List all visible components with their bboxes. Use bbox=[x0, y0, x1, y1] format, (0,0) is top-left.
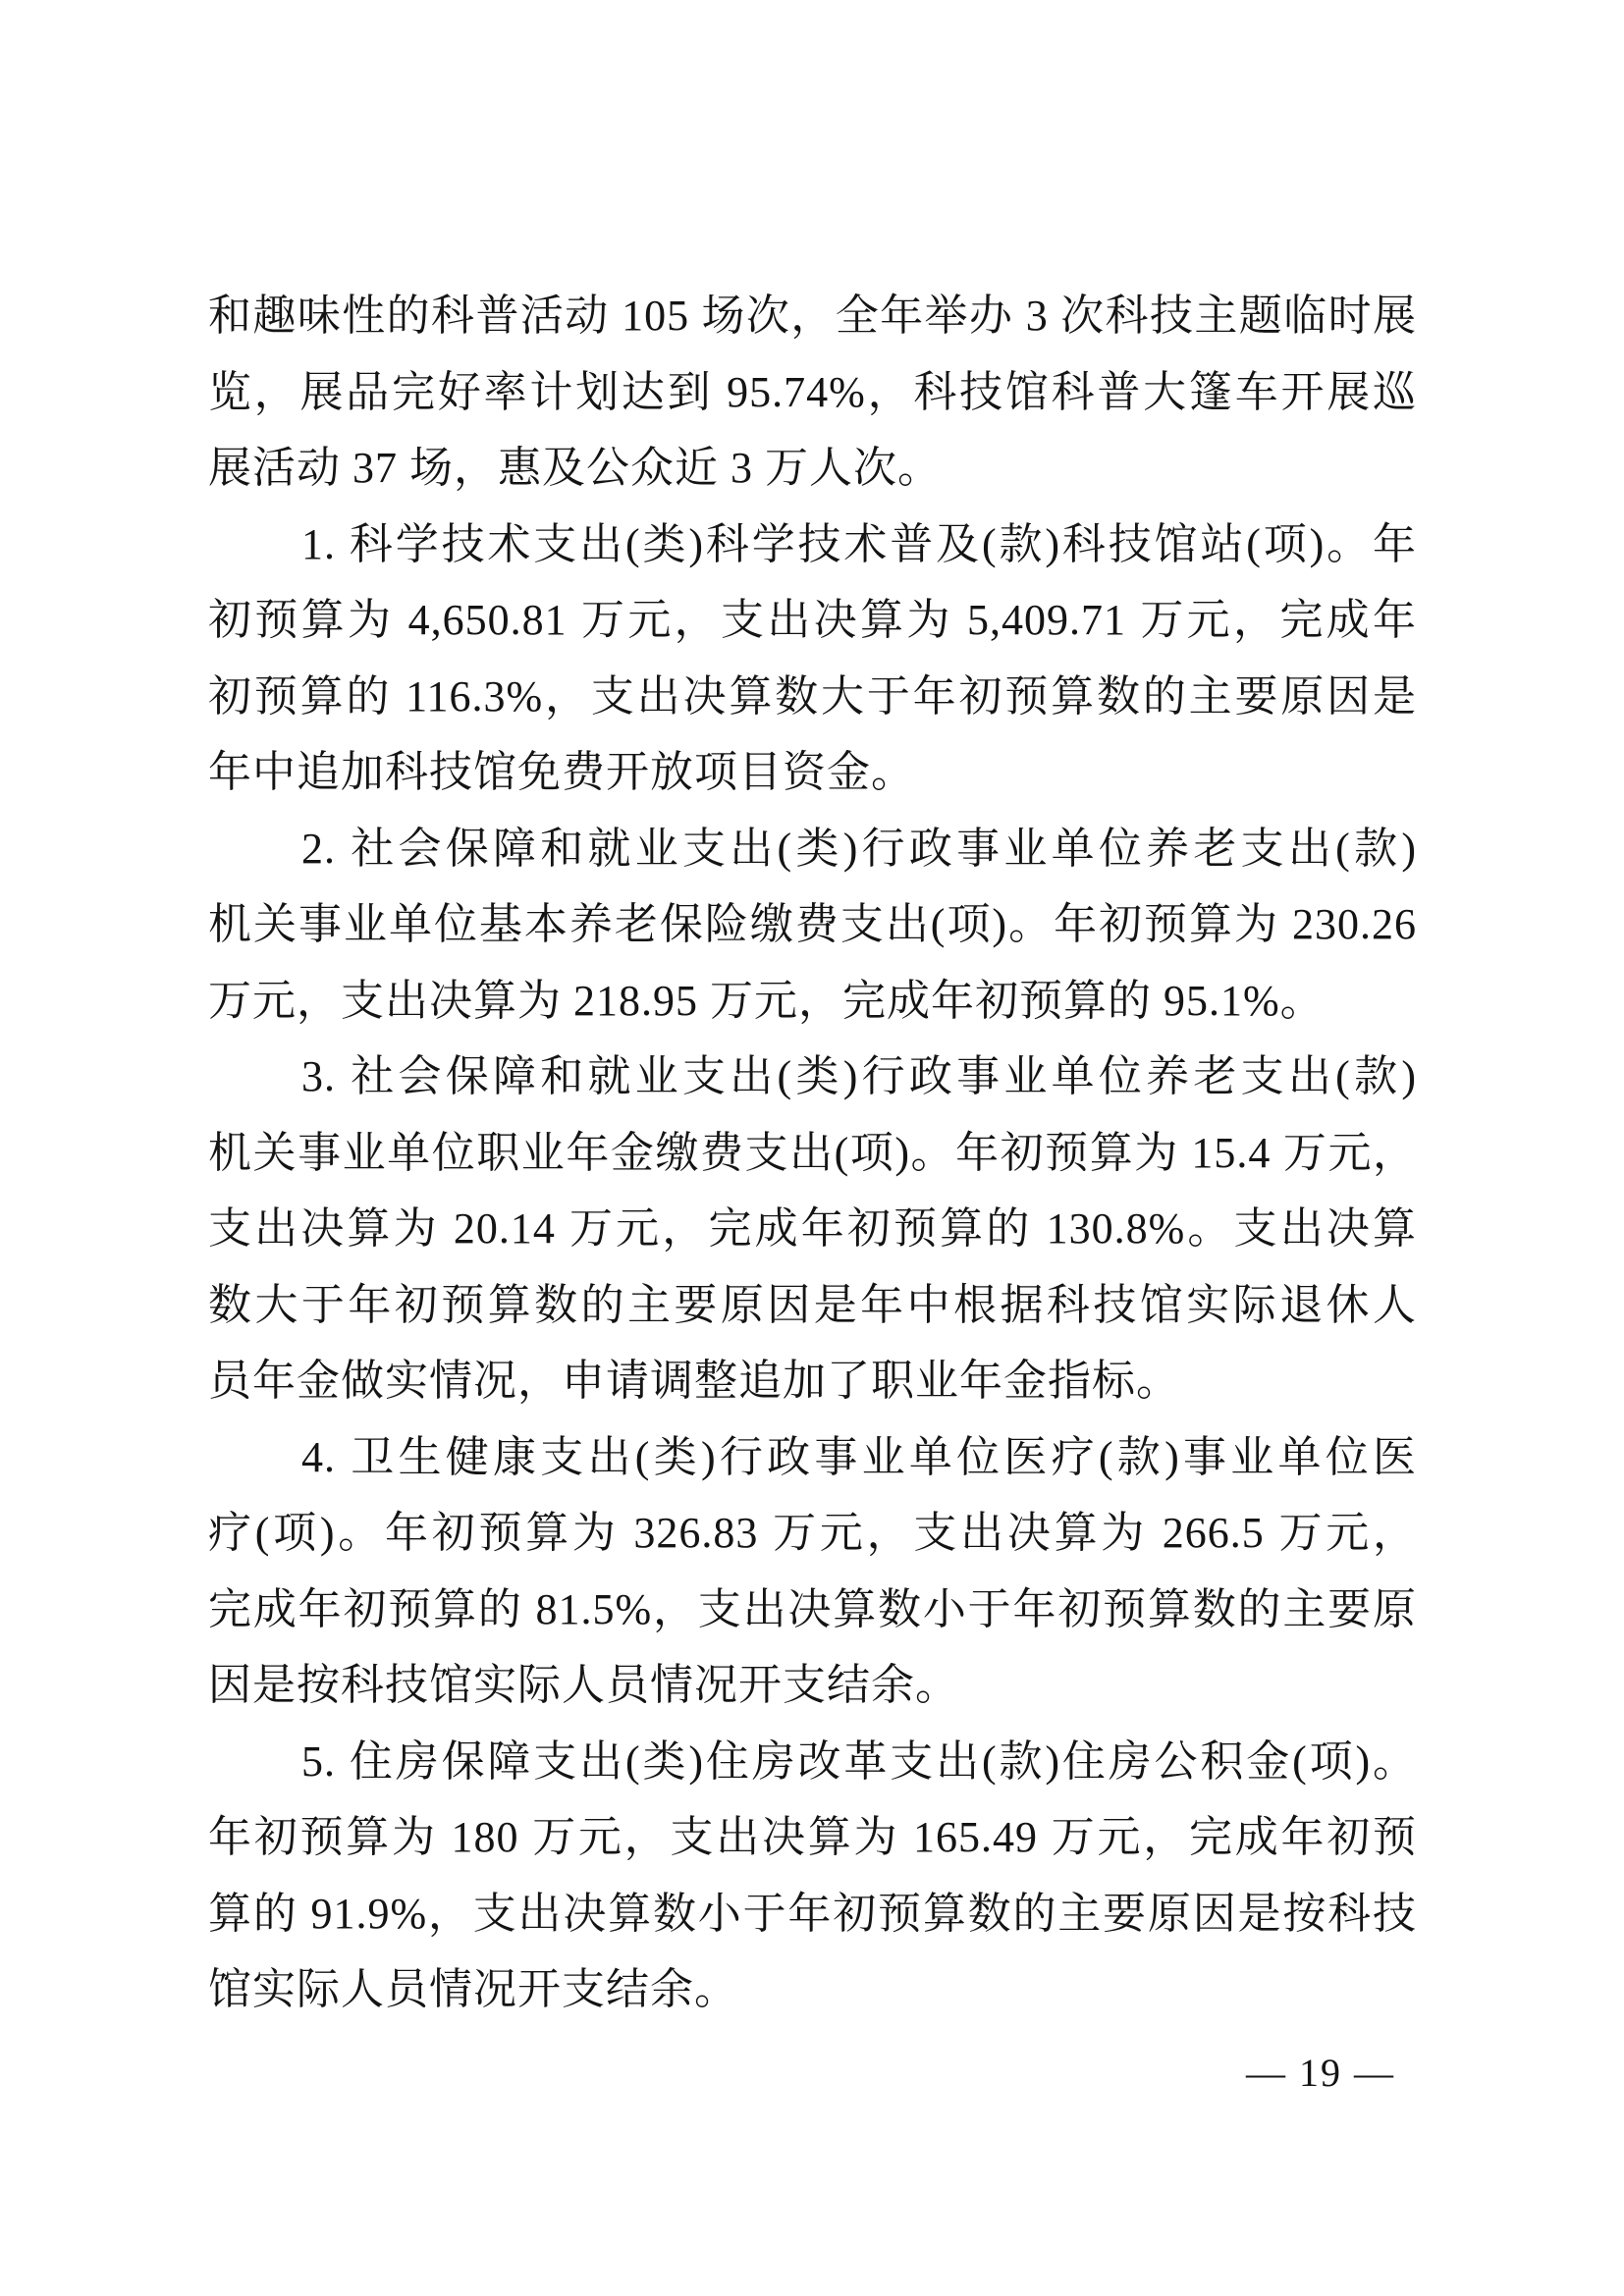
text-line: 和趣味性的科普活动 105 场次，全年举办 3 次科技主题临时展 bbox=[208, 292, 1417, 340]
text-line: 算的 91.9%，支出决算数小于年初预算数的主要原因是按科技 bbox=[208, 1889, 1417, 1938]
text-line: 初预算为 4,650.81 万元，支出决算为 5,409.71 万元，完成年 bbox=[208, 596, 1417, 644]
text-line: 年中追加科技馆免费开放项目资金。 bbox=[208, 748, 915, 796]
text-line: 疗(项)。年初预算为 326.83 万元，支出决算为 266.5 万元， bbox=[208, 1509, 1417, 1557]
text-line: 展活动 37 场，惠及公众近 3 万人次。 bbox=[208, 444, 942, 492]
text-line: 2. 社会保障和就业支出(类)行政事业单位养老支出(款) bbox=[301, 824, 1417, 873]
text-line: 1. 科学技术支出(类)科学技术普及(款)科技馆站(项)。年 bbox=[301, 519, 1417, 568]
text-line: 员年金做实情况，申请调整追加了职业年金指标。 bbox=[208, 1357, 1180, 1405]
text-line: 初预算的 116.3%，支出决算数大于年初预算数的主要原因是 bbox=[208, 671, 1417, 721]
text-line: 数大于年初预算数的主要原因是年中根据科技馆实际退休人 bbox=[208, 1280, 1417, 1329]
text-line: 万元，支出决算为 218.95 万元，完成年初预算的 95.1%。 bbox=[208, 976, 1325, 1025]
body-text bbox=[208, 278, 1417, 2028]
text-line: 因是按科技馆实际人员情况开支结余。 bbox=[208, 1661, 959, 1709]
text-line: 5. 住房保障支出(类)住房改革支出(款)住房公积金(项)。 bbox=[301, 1736, 1417, 1786]
text-line: 3. 社会保障和就业支出(类)行政事业单位养老支出(款) bbox=[301, 1052, 1417, 1100]
text-line: 览，展品完好率计划达到 95.74%，科技馆科普大篷车开展巡 bbox=[208, 367, 1417, 416]
text-line: 馆实际人员情况开支结余。 bbox=[208, 1965, 738, 2013]
text-line: 机关事业单位职业年金缴费支出(项)。年初预算为 15.4 万元， bbox=[208, 1128, 1417, 1177]
text-line: 4. 卫生健康支出(类)行政事业单位医疗(款)事业单位医 bbox=[301, 1432, 1417, 1481]
text-line: 年初预算为 180 万元，支出决算为 165.49 万元，完成年初预 bbox=[208, 1813, 1417, 1861]
page-number: — 19 — bbox=[1246, 2051, 1395, 2095]
text-line: 完成年初预算的 81.5%，支出决算数小于年初预算数的主要原 bbox=[208, 1584, 1417, 1633]
text-line: 机关事业单位基本养老保险缴费支出(项)。年初预算为 230.26 bbox=[208, 900, 1417, 948]
text-line: 支出决算为 20.14 万元，完成年初预算的 130.8%。支出决算 bbox=[208, 1204, 1417, 1253]
